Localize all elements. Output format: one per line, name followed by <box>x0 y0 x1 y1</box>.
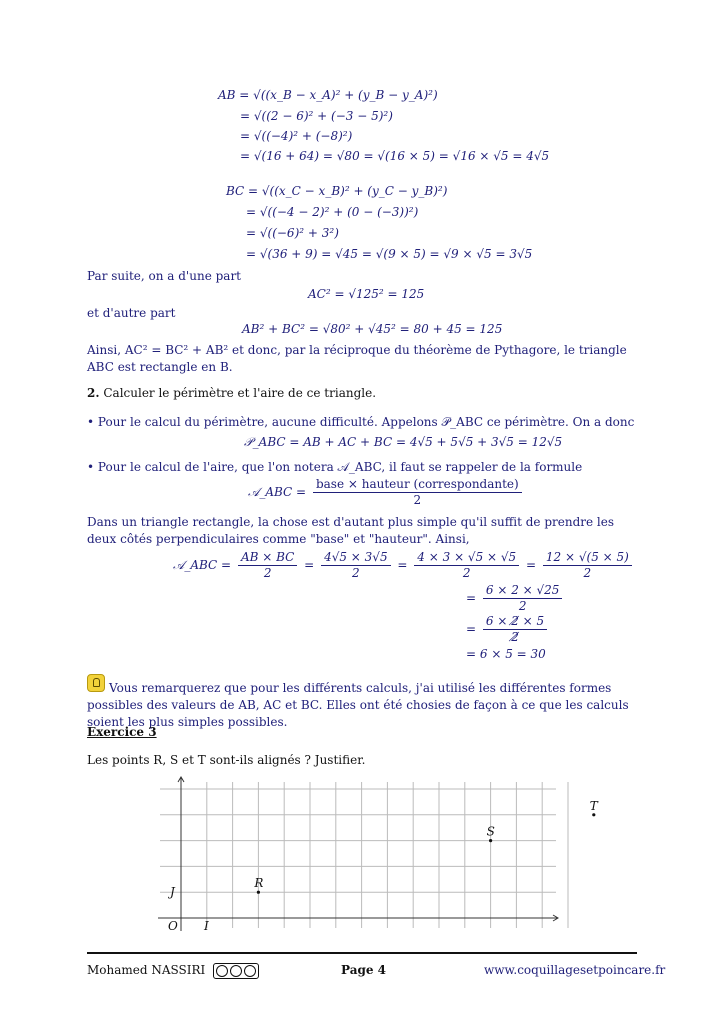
creative-commons-icon <box>213 963 259 979</box>
perimeter-equation: 𝒫_ABC = AB + AC + BC = 4√5 + 5√5 + 3√5 = 12√5 <box>244 435 563 449</box>
area-formula-lhs: 𝒜_ABC = <box>248 485 307 499</box>
point-label-r: R <box>254 876 264 891</box>
area-frac-5-num: 6 × 2 × √25 <box>483 583 563 599</box>
area-frac-3-den: 2 <box>462 566 471 580</box>
point-label-t: T <box>589 798 598 813</box>
area-formula <box>248 477 525 508</box>
area-result: = 6 × 5 = 30 <box>466 647 546 661</box>
area-frac-6-den: 2̸ <box>511 630 519 644</box>
unit-label-i: I <box>204 919 209 933</box>
bc-line-3: = √((−6)² + 3²) <box>246 226 339 240</box>
point-label-s: S <box>486 824 495 839</box>
area-frac-5 <box>483 583 563 614</box>
equals-sign: = <box>304 558 315 572</box>
point-s <box>489 839 492 842</box>
exercise-title: Exercice 3 <box>87 725 157 739</box>
bc-line-1: BC = √((x_C − x_B)² + (y_C − y_B)²) <box>226 184 448 198</box>
area-frac-6-num: 6 × 2̸ × 5 <box>483 614 547 630</box>
perimeter-bullet: • Pour le calcul du périmètre, aucune difficulté. Appelons 𝒫_ABC ce périmètre. On a donc <box>87 415 635 429</box>
footer-page-number: Page 4 <box>341 963 387 977</box>
et-autre-text: et d'autre part <box>87 306 176 320</box>
ainsi-paragraph: Ainsi, AC² = BC² + AB² et donc, par la réciproque du théorème de Pythagore, le triangle ABC est rectangle en B. <box>87 343 627 374</box>
area-formula-numerator: base × hauteur (correspondante) <box>313 477 522 493</box>
area-frac-3 <box>414 550 519 581</box>
ac-equation: AC² = √125² = 125 <box>308 287 425 301</box>
footer-url[interactable]: www.coquillagesetpoincare.fr <box>484 963 666 977</box>
ab-line-4: = √(16 + 64) = √80 = √(16 × 5) = √16 × √5 = 4√5 <box>240 149 550 163</box>
area-step-6 <box>466 614 550 645</box>
equals-sign: = <box>397 558 408 572</box>
point-r <box>257 891 260 894</box>
exercise-question: Les points R, S et T sont-ils alignés ? Justifier. <box>87 753 366 767</box>
bc-line-4: = √(36 + 9) = √45 = √(9 × 5) = √9 × √5 = 3√5 <box>246 247 533 261</box>
question-2-number: 2. <box>87 386 100 400</box>
area-frac-2 <box>321 550 391 581</box>
equals-sign: = <box>466 622 477 636</box>
coordinate-grid <box>156 776 598 936</box>
area-frac-4-num: 12 × √(5 × 5) <box>543 550 632 566</box>
area-frac-1-den: 2 <box>263 566 272 580</box>
area-formula-denominator: 2 <box>413 493 422 507</box>
area-frac-4 <box>543 550 632 581</box>
question-2 <box>87 385 376 401</box>
equals-sign: = <box>466 591 477 605</box>
ab-line-1: AB = √((x_B − x_A)² + (y_B − y_A)²) <box>218 88 438 102</box>
area-frac-1 <box>238 550 297 581</box>
area-frac-3-num: 4 × 3 × √5 × √5 <box>414 550 519 566</box>
area-step-5 <box>466 583 565 614</box>
par-suite-text: Par suite, on a d'une part <box>87 269 242 283</box>
bc-line-2: = √((−4 − 2)² + (0 − (−3))²) <box>246 205 419 219</box>
area-formula-fraction <box>313 477 522 508</box>
area-computation <box>173 550 635 581</box>
ab-line-2: = √((2 − 6)² + (−3 − 5)²) <box>240 109 393 123</box>
area-lhs: 𝒜_ABC = <box>173 558 232 572</box>
equals-sign: = <box>526 558 537 572</box>
area-frac-1-num: AB × BC <box>238 550 297 566</box>
footer-author <box>87 962 259 979</box>
area-frac-5-den: 2 <box>518 599 527 613</box>
point-t <box>592 813 595 816</box>
area-bullet: • Pour le calcul de l'aire, que l'on notera 𝒜_ABC, il faut se rappeler de la formule <box>87 460 583 474</box>
right-triangle-paragraph: Dans un triangle rectangle, la chose est d'autant plus simple qu'il suffit de prendre les deux côtés perpendiculaires comme "base" et "hauteur". Ainsi, <box>87 515 615 546</box>
unit-label-j: J <box>170 885 175 899</box>
footer-rule <box>87 952 637 954</box>
ab-line-3: = √((−4)² + (−8)²) <box>240 129 353 143</box>
remark-paragraph: Vous remarquerez que pour les différents calculs, j'ai utilisé les différentes formes possibles des valeurs de AB, AC et BC. Elles ont été chosies de façon à ce que les calculs soient les plus simples possibles. <box>87 681 629 729</box>
ab-bc-equation: AB² + BC² = √80² + √45² = 80 + 45 = 125 <box>242 322 503 336</box>
area-frac-4-den: 2 <box>583 566 592 580</box>
author-name: Mohamed NASSIRI <box>87 963 206 977</box>
question-2-text: Calculer le périmètre et l'aire de ce triangle. <box>103 386 377 400</box>
area-frac-2-num: 4√5 × 3√5 <box>321 550 391 566</box>
area-frac-2-den: 2 <box>352 566 360 580</box>
origin-label: O <box>168 919 178 933</box>
area-frac-6 <box>483 614 547 645</box>
